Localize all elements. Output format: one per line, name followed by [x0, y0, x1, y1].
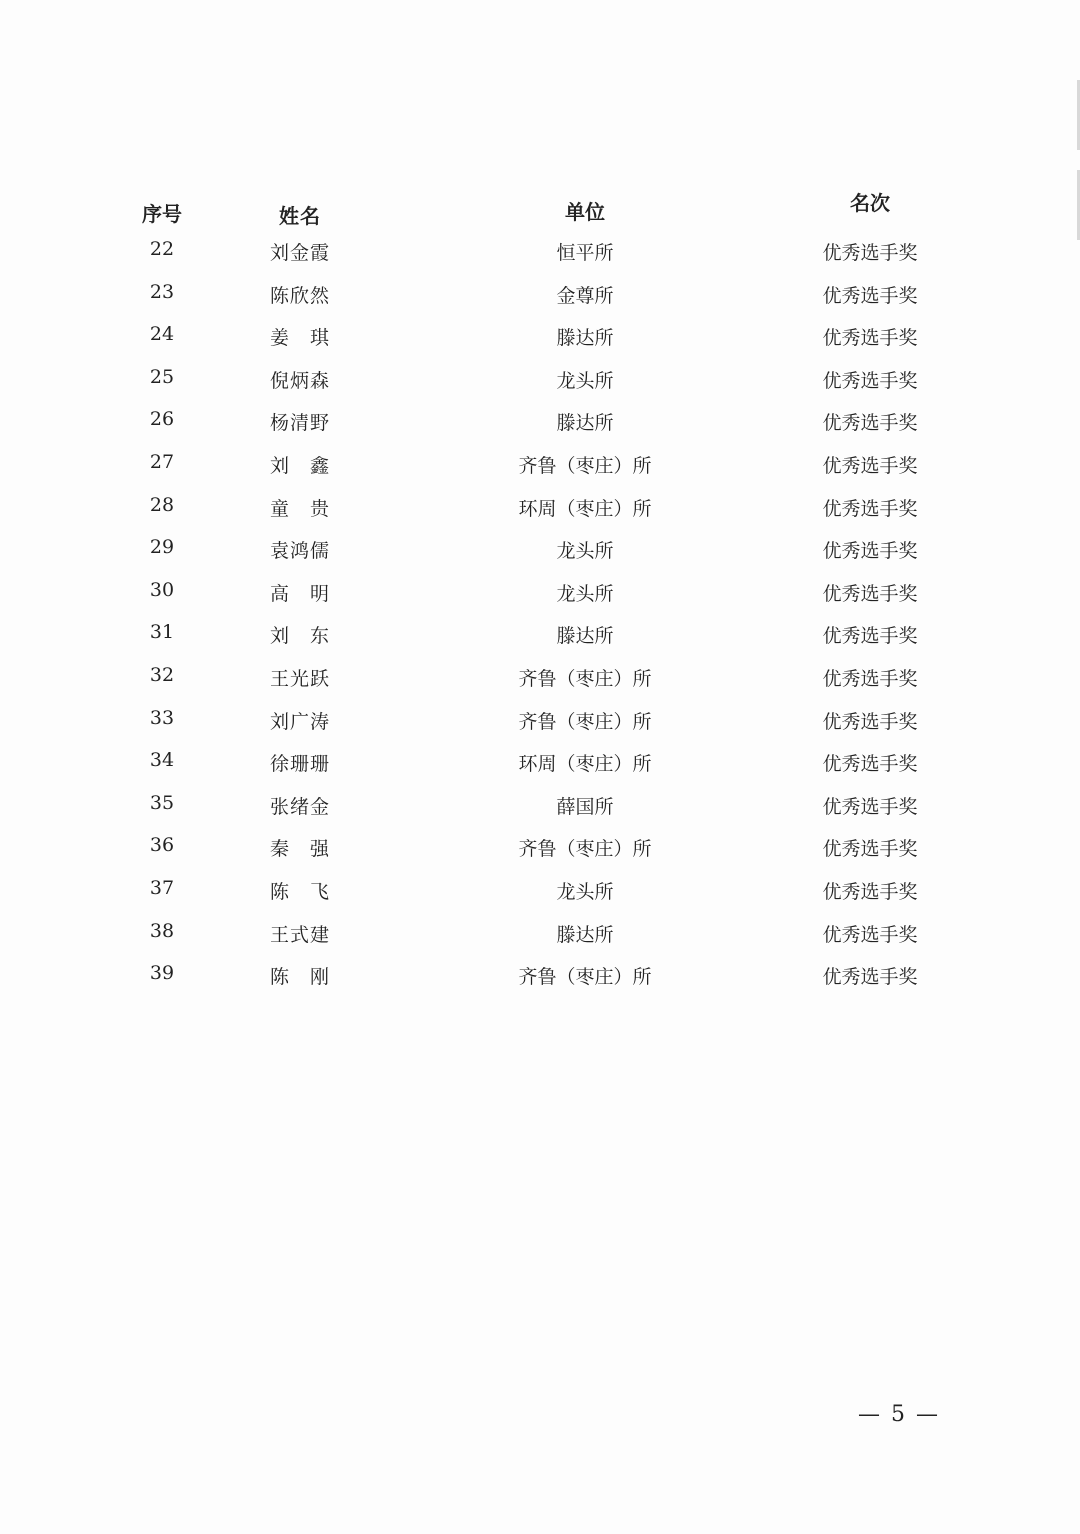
row-unit: 金尊所: [556, 284, 614, 307]
row-no: 23: [149, 280, 175, 303]
table-row: [110, 451, 970, 494]
row-name: 刘金霞: [269, 242, 330, 264]
row-name: 张绪金: [269, 795, 330, 818]
row-rank: 优秀选手奖: [822, 412, 918, 435]
row-no: 38: [149, 919, 175, 942]
row-no: 37: [149, 876, 175, 899]
table-row: [110, 707, 970, 750]
row-rank: 优秀选手奖: [822, 582, 918, 605]
row-name: 高 明: [269, 582, 330, 605]
row-unit: 滕达所: [556, 625, 614, 648]
row-rank: 优秀选手奖: [822, 923, 918, 946]
table-row: [110, 877, 970, 920]
row-name: 刘 鑫: [269, 454, 330, 477]
row-unit: 龙头所: [556, 880, 614, 903]
table-row: [110, 962, 970, 1005]
row-no: 36: [149, 834, 175, 857]
row-rank: 优秀选手奖: [822, 497, 918, 520]
row-name: 陈 飞: [269, 880, 330, 903]
row-no: 24: [149, 323, 175, 346]
table-row: [110, 664, 970, 707]
row-unit: 齐鲁（枣庄）所: [518, 454, 652, 477]
header-no: 序号: [142, 202, 182, 226]
row-unit: 滕达所: [556, 412, 614, 435]
row-no: 32: [149, 663, 175, 686]
row-unit: 龙头所: [556, 369, 614, 392]
row-no: 34: [149, 749, 175, 772]
table-row: [110, 323, 970, 366]
header-name: 姓名: [279, 204, 321, 228]
row-rank: 优秀选手奖: [822, 880, 918, 903]
row-no: 22: [149, 238, 175, 260]
row-unit: 环周（枣庄）所: [518, 753, 652, 776]
row-no: 31: [149, 621, 175, 644]
table-row: [110, 238, 970, 281]
row-no: 25: [149, 365, 175, 388]
row-rank: 优秀选手奖: [822, 327, 918, 350]
table-body: [110, 238, 970, 1005]
row-rank: 优秀选手奖: [822, 966, 918, 989]
row-rank: 优秀选手奖: [822, 454, 918, 477]
table-row: [110, 494, 970, 537]
row-unit: 齐鲁（枣庄）所: [518, 838, 652, 861]
row-rank: 优秀选手奖: [822, 753, 918, 776]
table-row: [110, 366, 970, 409]
row-name: 姜 琪: [269, 327, 330, 350]
row-unit: 滕达所: [556, 327, 614, 350]
row-unit: 环周（枣庄）所: [518, 497, 652, 520]
row-rank: 优秀选手奖: [822, 667, 918, 690]
row-name: 袁鸿儒: [269, 540, 330, 563]
row-rank: 优秀选手奖: [822, 242, 918, 264]
row-no: 30: [149, 578, 175, 601]
row-name: 王式建: [269, 923, 330, 946]
row-no: 28: [149, 493, 175, 516]
row-no: 33: [149, 706, 175, 729]
table-row: [110, 834, 970, 877]
row-name: 刘 东: [269, 625, 330, 648]
row-unit: 恒平所: [556, 242, 614, 264]
row-rank: 优秀选手奖: [822, 795, 918, 818]
header-unit: 单位: [565, 200, 605, 224]
row-unit: 龙头所: [556, 582, 614, 605]
table-row: [110, 579, 970, 622]
table-row: [110, 536, 970, 579]
row-unit: 齐鲁（枣庄）所: [518, 710, 652, 733]
row-no: 29: [149, 536, 175, 559]
row-unit: 齐鲁（枣庄）所: [518, 966, 652, 989]
row-name: 陈 刚: [269, 966, 330, 989]
row-rank: 优秀选手奖: [822, 625, 918, 648]
row-rank: 优秀选手奖: [822, 710, 918, 733]
row-no: 39: [149, 962, 175, 985]
row-name: 秦 强: [269, 838, 330, 861]
row-unit: 龙头所: [556, 540, 614, 563]
row-rank: 优秀选手奖: [822, 838, 918, 861]
row-no: 35: [149, 791, 175, 814]
row-rank: 优秀选手奖: [822, 540, 918, 563]
table-row: [110, 281, 970, 324]
awards-table: [110, 188, 970, 1005]
row-name: 童 贵: [269, 497, 330, 520]
row-name: 王光跃: [269, 667, 330, 690]
table-row: [110, 920, 970, 963]
header-rank: 名次: [850, 191, 890, 215]
row-no: 26: [149, 408, 175, 431]
table-row: [110, 621, 970, 664]
row-unit: 齐鲁（枣庄）所: [518, 667, 652, 690]
row-name: 徐珊珊: [269, 753, 330, 776]
row-rank: 优秀选手奖: [822, 369, 918, 392]
row-name: 杨清野: [269, 412, 330, 435]
row-name: 倪炳森: [269, 369, 330, 392]
row-no: 27: [149, 450, 175, 473]
table-row: [110, 408, 970, 451]
row-unit: 滕达所: [556, 923, 614, 946]
table-header-row: [110, 188, 970, 238]
row-rank: 优秀选手奖: [822, 284, 918, 307]
row-name: 刘广涛: [269, 710, 330, 733]
table-row: [110, 792, 970, 835]
table-row: [110, 749, 970, 792]
row-name: 陈欣然: [269, 284, 330, 307]
page-number: — 5 —: [858, 1402, 940, 1427]
row-unit: 薛国所: [556, 795, 614, 818]
